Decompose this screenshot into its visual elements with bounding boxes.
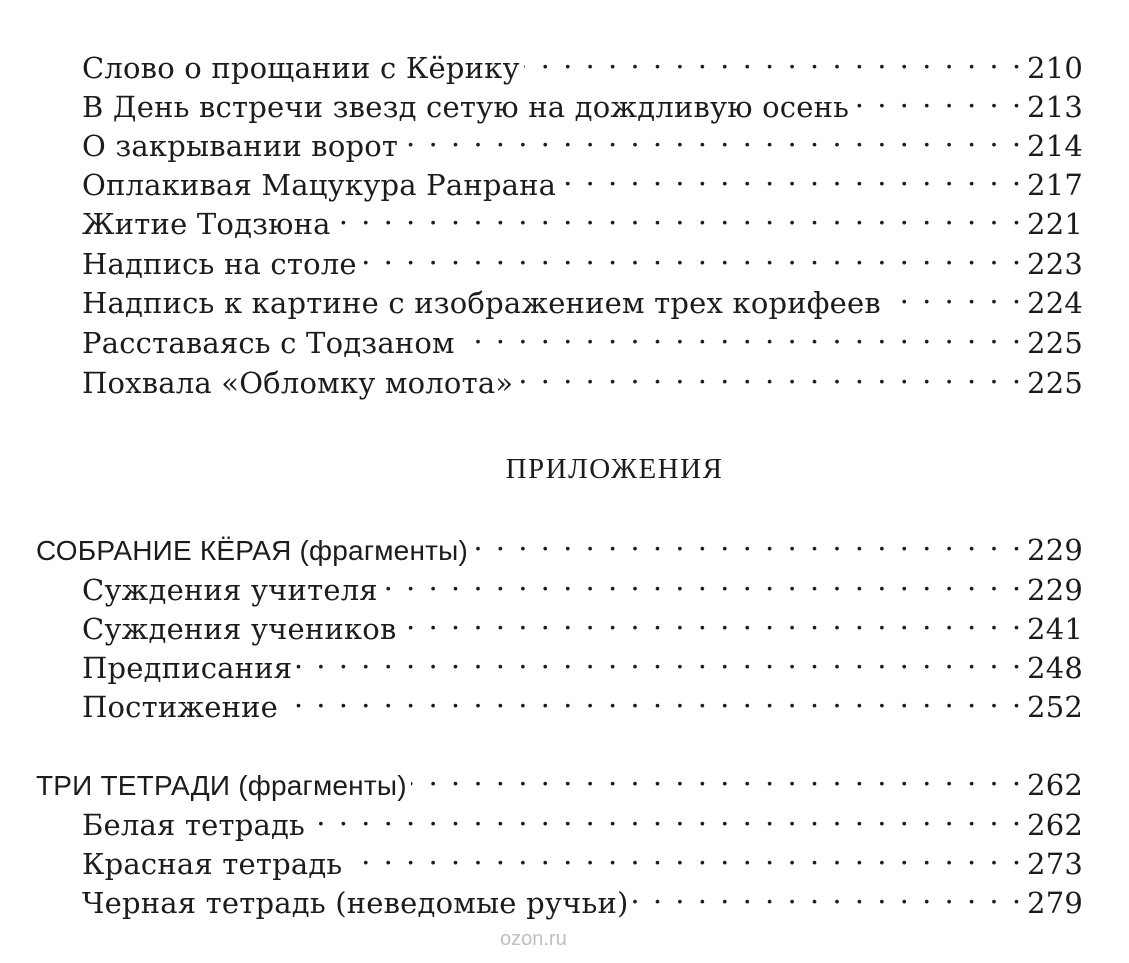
toc-group-heading <box>36 520 1083 567</box>
dot-leader <box>517 353 1023 393</box>
toc-entry-page: 217 <box>1027 168 1083 202</box>
dot-leader <box>335 194 1023 234</box>
toc-entry <box>82 834 1083 881</box>
toc-group-page: 262 <box>1027 768 1083 802</box>
toc-entry-title: Черная тетрадь (неведомые ручьи) <box>82 886 629 920</box>
toc-entry-title: Житие Тодзюна <box>82 207 331 241</box>
dot-leader <box>411 755 1023 795</box>
toc-entry <box>82 677 1083 724</box>
dot-leader <box>401 599 1024 639</box>
section-heading <box>0 453 1129 486</box>
dot-leader <box>309 795 1023 835</box>
toc-entry-title: Надпись к картине с изображением трех корифеев <box>82 286 881 320</box>
dot-leader <box>296 638 1023 678</box>
dot-leader <box>459 313 1023 353</box>
toc-entry-title: Предписания <box>82 651 293 685</box>
toc-entry <box>82 599 1083 646</box>
toc-entry-title: Суждения учеников <box>82 612 397 646</box>
toc-entry <box>82 795 1083 842</box>
dot-leader <box>402 116 1023 156</box>
toc-entry-title: Расставаясь с Тодзаном <box>82 326 455 360</box>
toc-entry-title: Похвала «Обломку молота» <box>82 366 514 400</box>
dot-leader <box>472 520 1023 560</box>
toc-entry-title: Оплакивая Мацукура Ранрана <box>82 168 557 202</box>
section-heading-text: ПРИЛОЖЕНИЯ <box>505 453 724 485</box>
toc-entry <box>82 194 1083 241</box>
toc-entry <box>82 313 1083 360</box>
toc-entry-page: 273 <box>1027 847 1083 881</box>
toc-entry-page: 252 <box>1027 690 1083 724</box>
toc-entry-page: 223 <box>1027 247 1083 281</box>
toc-entry-title: Суждения учителя <box>82 573 378 607</box>
dot-leader <box>633 873 1024 913</box>
toc-entry-page: 229 <box>1027 573 1083 607</box>
dot-leader <box>853 77 1023 117</box>
dot-leader <box>361 234 1023 274</box>
toc-entry-title: О закрывании ворот <box>82 129 399 163</box>
watermark: ozon.ru <box>500 928 567 950</box>
toc-entry <box>82 353 1083 400</box>
toc-entry-page: 225 <box>1027 326 1083 360</box>
toc-entry-title: Слово о прощании с Кёрику <box>82 51 520 85</box>
toc-entry-page: 213 <box>1027 90 1083 124</box>
toc-entry-page: 224 <box>1027 286 1083 320</box>
toc-entry <box>82 77 1083 124</box>
toc-entry <box>82 273 1083 320</box>
dot-leader <box>282 677 1023 717</box>
toc-entry <box>82 638 1083 685</box>
toc-entry-page: 221 <box>1027 207 1083 241</box>
toc-entry-title: Постижение <box>82 690 279 724</box>
toc-entry <box>82 116 1083 163</box>
toc-entry <box>82 38 1083 85</box>
toc-entry-title: Надпись на столе <box>82 247 357 281</box>
toc-entry-page: 225 <box>1027 366 1083 400</box>
toc-entry <box>82 873 1083 920</box>
toc-entry-title: Красная тетрадь <box>82 847 343 881</box>
toc-entry-page: 279 <box>1027 886 1083 920</box>
dot-leader <box>346 834 1023 874</box>
dot-leader <box>885 273 1023 313</box>
toc-entry-page: 248 <box>1027 651 1083 685</box>
dot-leader <box>524 38 1023 78</box>
toc-group-page: 229 <box>1027 533 1083 567</box>
toc-entry-page: 210 <box>1027 51 1083 85</box>
dot-leader <box>560 155 1023 195</box>
toc-entry-page: 262 <box>1027 808 1083 842</box>
toc-group-title: СОБРАНИЕ КЁРАЯ (фрагменты) <box>36 535 468 566</box>
toc-entry-page: 214 <box>1027 129 1083 163</box>
toc-entry <box>82 155 1083 202</box>
toc-entry-title: В День встречи звезд сетую на дождливую осень <box>82 90 850 124</box>
toc-group-title: ТРИ ТЕТРАДИ (фрагменты) <box>36 770 407 801</box>
toc-group-heading <box>36 755 1083 802</box>
toc-entry-page: 241 <box>1027 612 1083 646</box>
toc-entry-title: Белая тетрадь <box>82 808 306 842</box>
toc-entry <box>82 234 1083 281</box>
dot-leader <box>382 560 1023 600</box>
toc-entry <box>82 560 1083 607</box>
